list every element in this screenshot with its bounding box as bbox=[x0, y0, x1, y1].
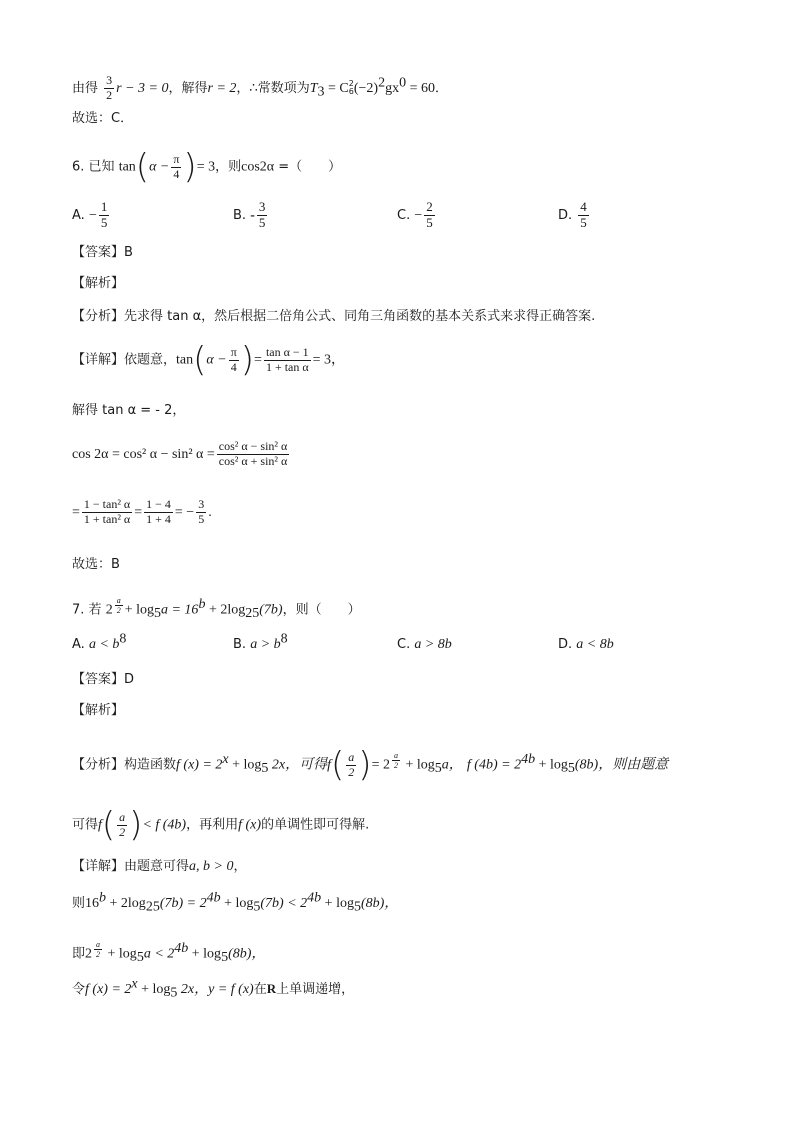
q7-option-b[interactable]: B. $a > b^8$ bbox=[233, 631, 288, 652]
q6-answer: 【答案】B bbox=[72, 245, 133, 260]
q6-option-a[interactable]: A. − $\frac{1}{5}$ bbox=[72, 199, 108, 230]
q6-cos-line: cos 2α = cos² α − sin² α = $\frac{\text{cos² α − sin² α}}{\text{cos² α + sin² α}}$ bbox=[72, 439, 288, 468]
q7-answer: 【答案】D bbox=[72, 672, 135, 687]
q6-solve: 解得 tan α = - 2， bbox=[72, 403, 186, 418]
choose-c: 故选：C． bbox=[72, 111, 134, 126]
q6-analysis-heading: 【解析】 bbox=[72, 276, 125, 291]
q6-option-d[interactable]: D. $\frac{4}{5}$ bbox=[558, 199, 587, 230]
question-7: 7. 若 2 $^{\frac{a}{2}}$ + $\log_5a = 16^b + 2\log_{25}(7b)$，则（ ） bbox=[72, 596, 361, 622]
q6-option-c[interactable]: C. − $\frac{2}{5}$ bbox=[397, 199, 433, 230]
q7-fenxi-line2: 可得f( $\frac{a}{2}$ )< f (4b)，再利用f (x)的单调性即可得解. bbox=[72, 805, 370, 845]
q7-xiangjie: 【详解】由题意可得a, b > 0， bbox=[72, 859, 247, 874]
line-constant-term: 由得 $\frac{3}{2}$ r − 3 = 0，解得r = 2，∴常数项为$T_3 = C$ 2 6 $(-2)^2gx^0 = 60$． bbox=[72, 73, 448, 102]
q6-option-b[interactable]: B. - $\frac{3}{5}$ bbox=[233, 199, 266, 230]
q7-option-d[interactable]: D. a < 8b bbox=[558, 637, 614, 652]
q6-eq-line: = $\frac{\text{1 − tan² α}}{\text{1 + tan² α}}$ = $\frac{1 - 4}{1 + 4}$ = − $\frac{3}{5}$ . bbox=[72, 497, 212, 526]
q6-choose: 故选：B bbox=[72, 557, 120, 572]
q7-option-c[interactable]: C. a > 8b bbox=[397, 637, 452, 652]
fraction-3-2: $\frac{3}{2}$ bbox=[106, 73, 113, 102]
question-6: 6. 已知 tan(α − $\frac{\pi}{4}$ )= 3，则cos2α =（ ） bbox=[72, 147, 342, 187]
q7-ji-line: 即2 $^{\frac{a}{2}}$ + $\log_5a < 2^{4b} + \log_5(8b)$， bbox=[72, 940, 266, 966]
q7-fenxi: 【分析】构造函数f $(x) = 2^x + \log_5 2x$，可得f( $\frac{a}{2}$ )= 2 $^{\frac{a}{2}}$ + $\log_5a$， f $(4b) = 2^{4b} + \log_5(8b)$，则由题意 bbox=[72, 745, 669, 785]
q7-analysis-heading: 【解析】 bbox=[72, 703, 125, 718]
q7-ling-line: 令f $(x) = 2^x + \log_5 2x$，y = f (x)在R上单调递增， bbox=[72, 976, 355, 1001]
q6-fenxi: 【分析】先求得 tan α，然后根据二倍角公式、同角三角函数的基本关系式来求得正确答案. bbox=[72, 309, 596, 324]
q7-then-line: 则$16^b + 2\log_{25}(7b) = 2^{4b} + \log_5(7b) < 2^{4b} + \log_5(8b)$， bbox=[72, 890, 399, 915]
q7-option-a[interactable]: A. $a < b^8$ bbox=[72, 631, 127, 652]
q6-xiangjie: 【详解】依题意，tan(α − $\frac{\pi}{4}$ )= $\frac{\text{tan α − 1}}{\text{1 + tan α}}$ = 3， bbox=[72, 340, 346, 380]
